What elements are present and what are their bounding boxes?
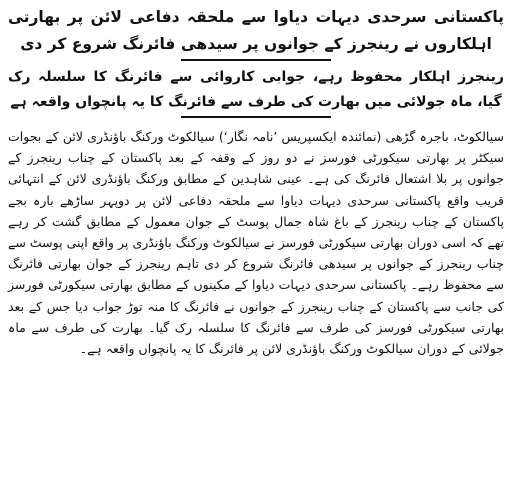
subheadline-divider [181,116,331,118]
headline: پاکستانی سرحدی دیہات دیاوا سے ملحقہ دفاعی لائن پر بھارتی اہلکاروں نے رینجرز کے جوانوں پر سیدھی فائرنگ شروع کر دی [8,8,504,53]
headline-divider [181,59,331,61]
subheadline: رینجرز اہلکار محفوظ رہے، جوابی کاروائی سے فائرنگ کا سلسلہ رک گیا، ماہ جولائی میں بھارت کی طرف سے فائرنگ کا یہ پانچواں واقعہ ہے [8,69,504,110]
article-body: سیالکوٹ، باجرہ گڑھی (نمائندہ ایکسپریس ’نامہ نگار‘) سیالکوٹ ورکنگ باؤنڈری لائن کے بجوات سیکٹر پر بھارتی سیکورٹی فورسز نے دو روز کے وقفہ کے بعد پاکستان کے چناب رینجرز کے جوانوں پر بلا اشتعال فائرنگ کی ہے۔ عینی شاہدین کے مطابق ورکنگ باؤنڈری لائن کے انتہائی قریب واقع پاکستانی سرحدی دیہات دیاوا سے ملحقہ دفاعی لائن پر دوپہر ساڑھے بارہ بجے پاکستان کے چناب رینجرز کے باغ شاہ جمال پوسٹ کے جوان معمول کے مطابق گشت کر رہے تھے کہ اسی دوران بھارتی سیکورٹی فورسز نے سیالکوٹ ورکنگ باؤنڈری پر واقع اپنی پوسٹ سے چناب رینجرز کے جوانوں پر سیدھی فائرنگ شروع کر دی تاہم رینجرز کے جوان بھارتی فائرنگ سے محفوظ رہے۔ پاکستانی سرحدی دیہات دیاوا کے مکینوں کے مطابق بھارتی سیکورٹی فورسز کی جانب سے پاکستان کے چناب رینجرز کے جوانوں نے فائرنگ کا منہ توڑ جواب دیا جس کے بعد بھارتی سیکورٹی فورسز کی طرف سے فائرنگ کا سلسلہ رک گیا۔ بھارت کی طرف سے ماہ جولائی کے دوران سیالکوٹ ورکنگ باؤنڈری لائن پر فائرنگ کا یہ پانچواں واقعہ ہے۔ [8,129,504,357]
